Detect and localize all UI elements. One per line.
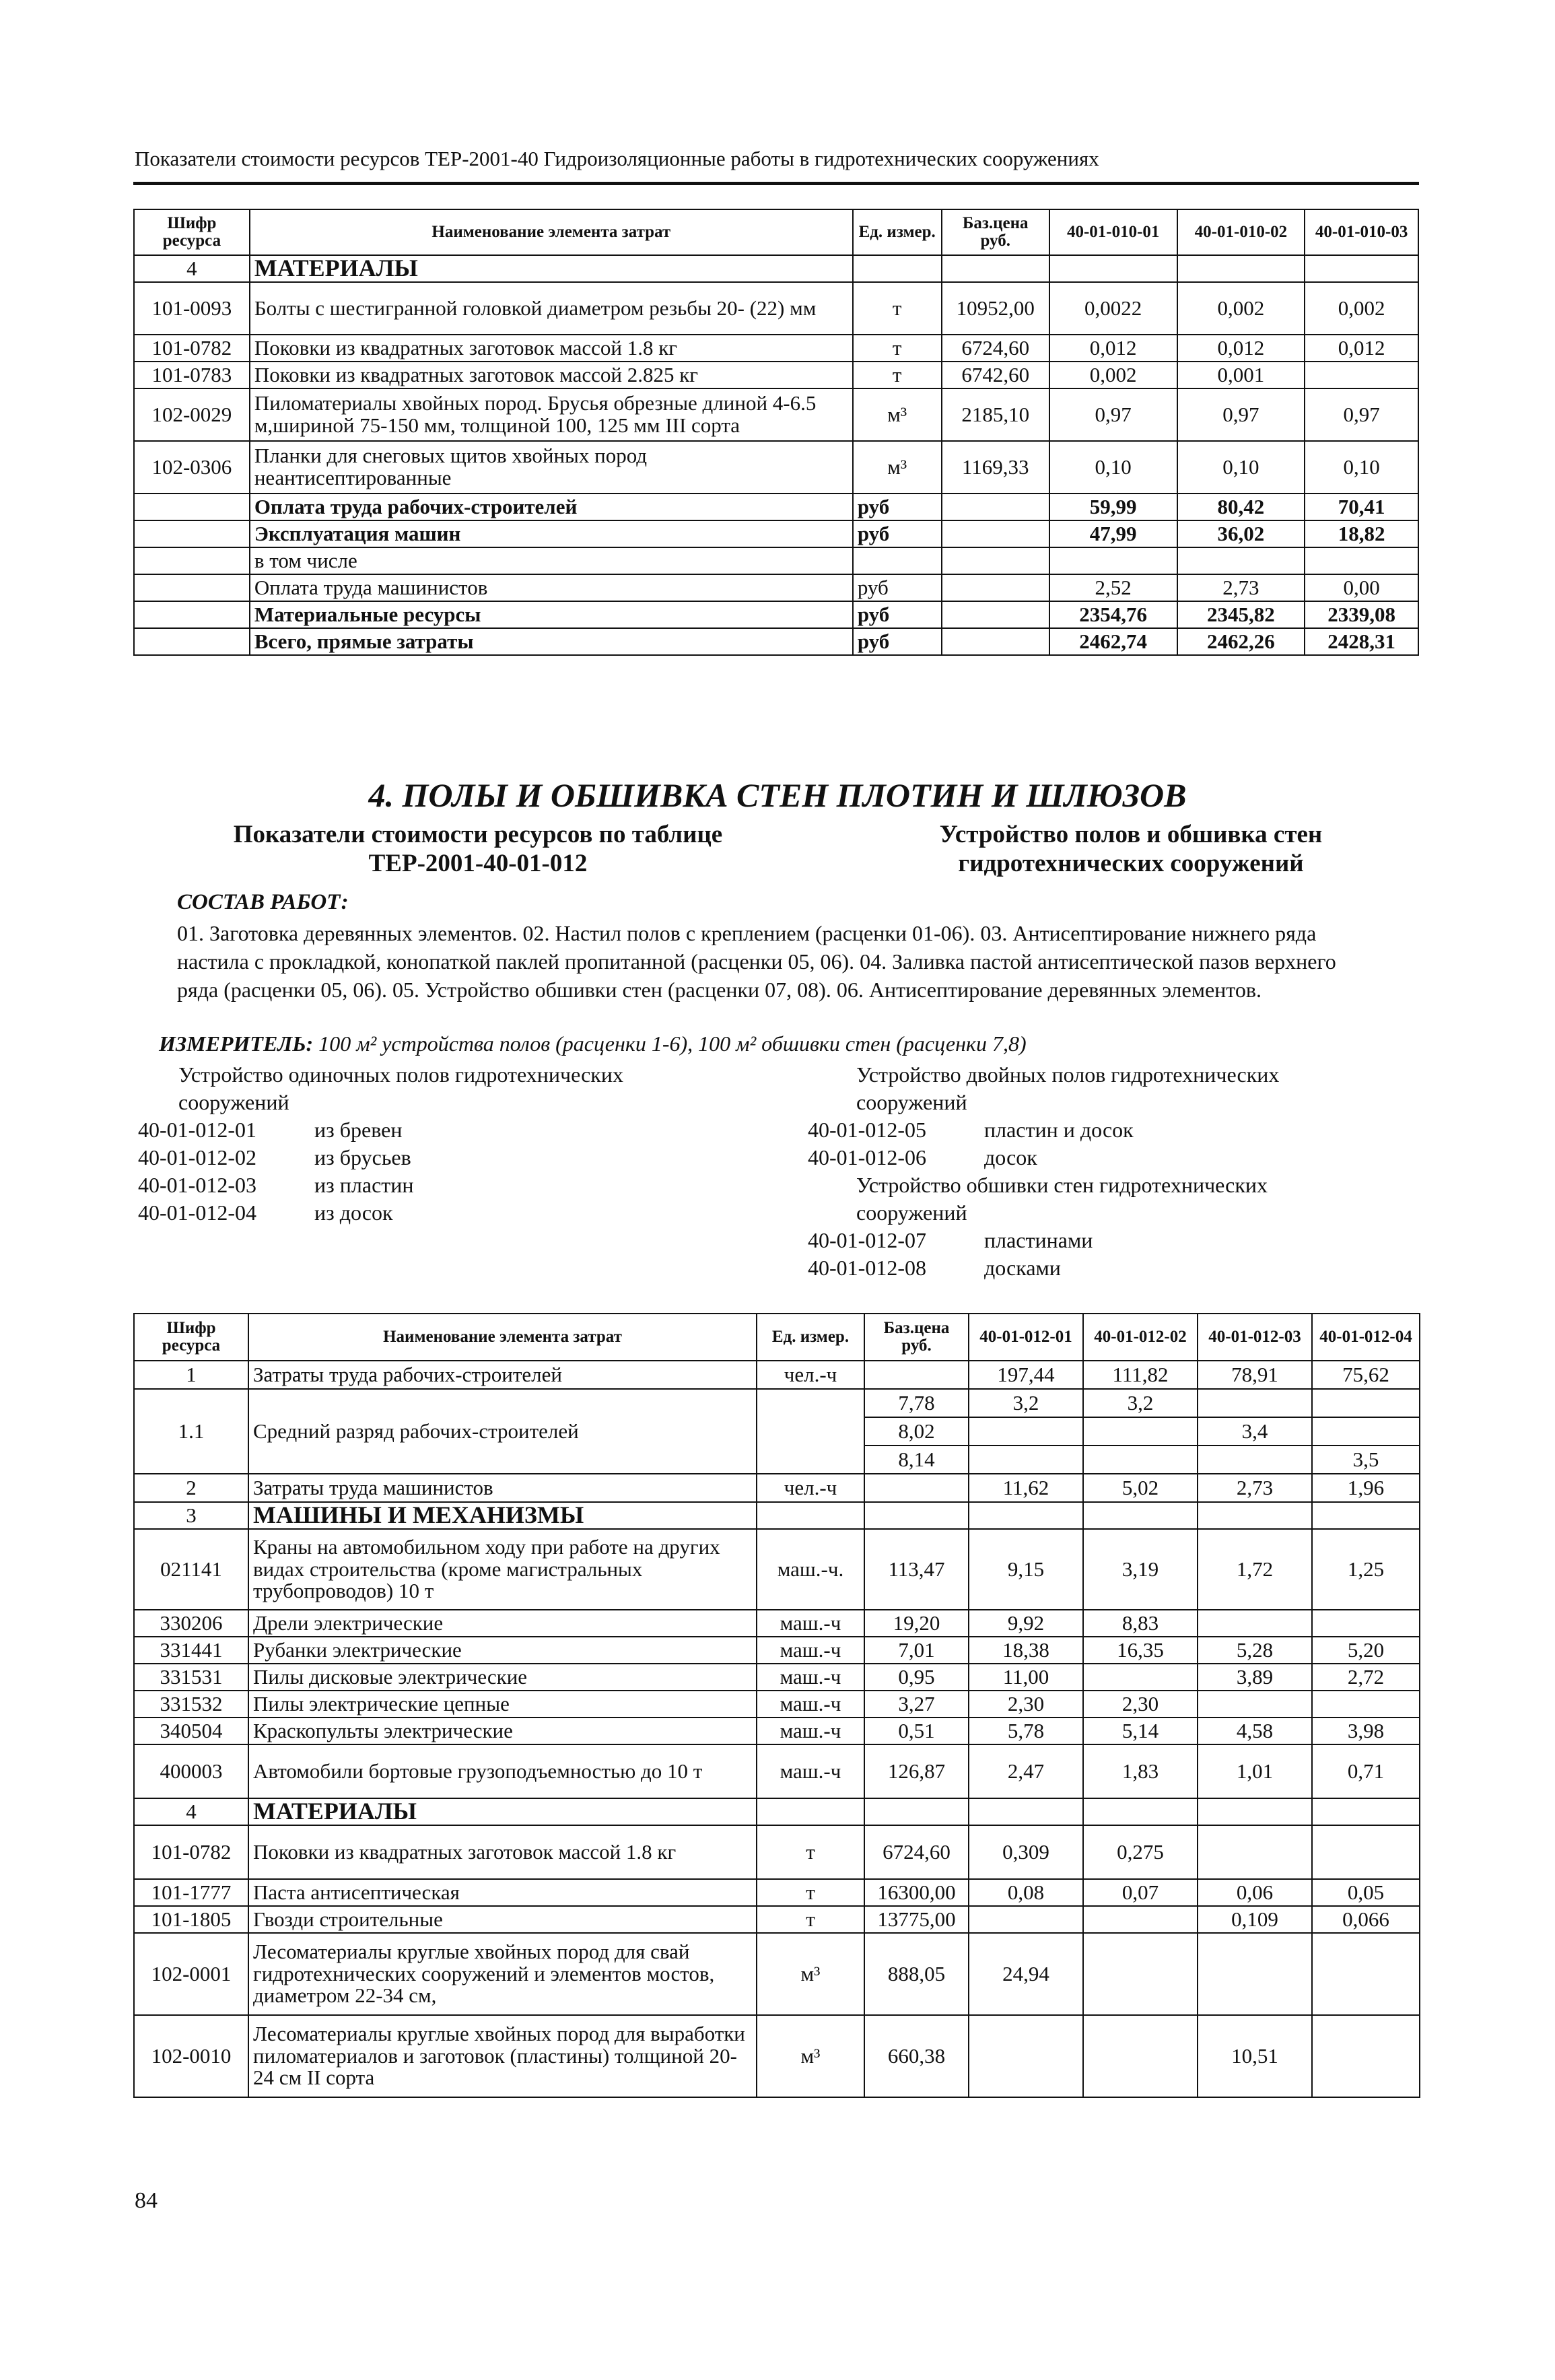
cell: 0,95 [864, 1664, 969, 1691]
cell: 3 [134, 1502, 248, 1529]
composition-label: СОСТАВ РАБОТ: [177, 890, 349, 914]
rate-name: из бревен [314, 1118, 403, 1142]
cell: Затраты труда рабочих-строителей [248, 1361, 757, 1389]
table-row [134, 574, 1418, 601]
cell: 2462,26 [1177, 628, 1305, 655]
cell: 101-1805 [134, 1906, 248, 1933]
rate-name: пластин и досок [984, 1118, 1134, 1142]
cell: Пиломатериалы хвойных пород. Брусья обрезные длиной 4-6.5 м,шириной 75-150 мм, толщиной 100, 125 мм III сорта [250, 388, 853, 441]
cell: 2,73 [1177, 574, 1305, 601]
list-item [808, 1227, 1279, 1254]
cell: 0,51 [864, 1718, 969, 1744]
cell: 0,309 [969, 1825, 1083, 1879]
cell: 111,82 [1083, 1361, 1198, 1389]
header-cell: Шифр ресурса [134, 209, 250, 255]
list-title: Устройство обшивки стен гидротехнических [856, 1173, 1268, 1197]
table-row [134, 1610, 1420, 1637]
table-row [134, 335, 1418, 362]
table-row [134, 1798, 1420, 1825]
cell: 0,08 [969, 1879, 1083, 1906]
cell: Гвозди строительные [248, 1906, 757, 1933]
cell: 4,58 [1198, 1718, 1312, 1744]
cell: руб [853, 494, 942, 520]
table-row [134, 1906, 1420, 1933]
resources-table-2 [133, 1313, 1420, 2098]
rate-code: 40-01-012-08 [808, 1256, 926, 1280]
cell: 8,02 [864, 1417, 969, 1446]
cell: 0,10 [1177, 441, 1305, 494]
cell: Оплата труда рабочих-строителей [250, 494, 853, 520]
cell: 0,97 [1049, 388, 1177, 441]
subtitle-right [828, 820, 1434, 878]
cell: 2 [134, 1474, 248, 1502]
header-cell: 40-01-010-01 [1049, 209, 1177, 255]
rate-name: из пластин [314, 1173, 414, 1197]
page-header: Показатели стоимости ресурсов ТЕР-2001-40 Гидроизоляционные работы в гидротехнических сооружениях [135, 147, 1099, 170]
cell: 2,30 [1083, 1691, 1198, 1718]
cell: 2,72 [1312, 1664, 1420, 1691]
cell: 331441 [134, 1637, 248, 1664]
table-row [134, 547, 1418, 574]
cell: 3,4 [1198, 1417, 1312, 1446]
header-cell: 40-01-012-02 [1083, 1314, 1198, 1361]
cell: Автомобили бортовые грузоподъемностью до 10 т [248, 1744, 757, 1798]
table-row [134, 1474, 1420, 1502]
cell: Поковки из квадратных заготовок массой 2.825 кг [250, 362, 853, 388]
table-row [134, 1691, 1420, 1718]
cell: 78,91 [1198, 1361, 1312, 1389]
cell: 1,96 [1312, 1474, 1420, 1502]
table-row [134, 1502, 1420, 1529]
cell: 11,00 [969, 1664, 1083, 1691]
table-row [134, 1637, 1420, 1664]
cell: м³ [853, 388, 942, 441]
cell: маш.-ч [757, 1744, 864, 1798]
list-item [808, 1144, 1279, 1171]
cell: в том числе [250, 547, 853, 574]
rate-name: досок [984, 1145, 1037, 1169]
list-item [138, 1199, 623, 1227]
resources-table-1 [133, 209, 1419, 656]
table-row [134, 1933, 1420, 2015]
cell: т [757, 1906, 864, 1933]
table-header-row [134, 209, 1418, 255]
list-item [138, 1171, 623, 1199]
subtitle-left [148, 820, 808, 878]
cell: 2345,82 [1177, 601, 1305, 628]
cell: 7,78 [864, 1389, 969, 1417]
cell: Планки для снеговых щитов хвойных пород неантисептированные [250, 441, 853, 494]
table-row [134, 1664, 1420, 1691]
list-item [808, 1116, 1279, 1144]
cell: 0,97 [1305, 388, 1418, 441]
list-title: Устройство одиночных полов гидротехнических [178, 1062, 623, 1087]
cell: Материальные ресурсы [250, 601, 853, 628]
cell: 101-0782 [134, 335, 250, 362]
list-item [138, 1144, 623, 1171]
cell: маш.-ч [757, 1664, 864, 1691]
cell: 0,012 [1177, 335, 1305, 362]
cell: 126,87 [864, 1744, 969, 1798]
cell: 2,47 [969, 1744, 1083, 1798]
cell: Паста антисептическая [248, 1879, 757, 1906]
cell: 8,83 [1083, 1610, 1198, 1637]
table-row [134, 255, 1418, 282]
cell: 6724,60 [942, 335, 1049, 362]
cell: 5,28 [1198, 1637, 1312, 1664]
cell: 5,02 [1083, 1474, 1198, 1502]
cell: 1,01 [1198, 1744, 1312, 1798]
cell: 11,62 [969, 1474, 1083, 1502]
cell: Всего, прямые затраты [250, 628, 853, 655]
list-title: сооружений [178, 1090, 289, 1114]
cell: руб [853, 574, 942, 601]
cell: Лесоматериалы круглые хвойных пород для свай гидротехнических сооружений и элементов мостов, диаметром 22-34 см, [248, 1933, 757, 2015]
cell: 340504 [134, 1718, 248, 1744]
cell: руб [853, 520, 942, 547]
rate-name: из досок [314, 1200, 393, 1225]
cell: 2354,76 [1049, 601, 1177, 628]
cell: 0,10 [1049, 441, 1177, 494]
table-row [134, 2015, 1420, 2097]
header-cell: 40-01-012-03 [1198, 1314, 1312, 1361]
page-number: 84 [135, 2188, 158, 2213]
cell: м³ [757, 1933, 864, 2015]
cell: 5,14 [1083, 1718, 1198, 1744]
cell: 331532 [134, 1691, 248, 1718]
rate-code: 40-01-012-01 [138, 1118, 256, 1142]
rate-code: 40-01-012-02 [138, 1145, 256, 1169]
cell: 4 [134, 255, 250, 282]
cell: Оплата труда машинистов [250, 574, 853, 601]
measurer-label: ИЗМЕРИТЕЛЬ: [159, 1031, 314, 1056]
cell: 6742,60 [942, 362, 1049, 388]
cell: 24,94 [969, 1933, 1083, 2015]
cell: Рубанки электрические [248, 1637, 757, 1664]
header-cell: 40-01-012-01 [969, 1314, 1083, 1361]
cell: 021141 [134, 1529, 248, 1610]
table-row [134, 1744, 1420, 1798]
cell: 1169,33 [942, 441, 1049, 494]
cell: 4 [134, 1798, 248, 1825]
cell: 36,02 [1177, 520, 1305, 547]
cell: 1,83 [1083, 1744, 1198, 1798]
cell: т [853, 282, 942, 335]
table-row [134, 1361, 1420, 1389]
cell: 9,15 [969, 1529, 1083, 1610]
cell: м³ [757, 2015, 864, 2097]
cell: МАТЕРИАЛЫ [248, 1798, 757, 1825]
cell: т [757, 1825, 864, 1879]
cell: 10,51 [1198, 2015, 1312, 2097]
cell: т [853, 335, 942, 362]
cell: 13775,00 [864, 1906, 969, 1933]
cell: 0,00 [1305, 574, 1418, 601]
table-row [134, 1529, 1420, 1610]
table-row [134, 1879, 1420, 1906]
cell: Болты с шестигранной головкой диаметром резьбы 20- (22) мм [250, 282, 853, 335]
rate-name: пластинами [984, 1228, 1093, 1252]
list-title: сооружений [856, 1200, 967, 1225]
cell [1305, 362, 1418, 388]
cell: 0,06 [1198, 1879, 1312, 1906]
cell: 113,47 [864, 1529, 969, 1610]
header-cell: 40-01-010-03 [1305, 209, 1418, 255]
composition-text: 01. Заготовка деревянных элементов. 02. Настил полов с креплением (расценки 01-06). 03. Антисептирование нижнего ряда настила с прокладкой, конопаткой паклей пропитанной (расценки 05, 06). 04. Заливка пастой антисептической пазов верхнего ряда (расценки 05, 06). 05. Устройство обшивки стен (расценки 07, 08). 06. Антисептирование деревянных элементов. [177, 921, 1336, 1002]
cell: Краны на автомобильном ходу при работе на других видах строительства (кроме магистральных трубопроводов) 10 т [248, 1529, 757, 1610]
cell: 0,10 [1305, 441, 1418, 494]
cell: 2,73 [1198, 1474, 1312, 1502]
cell: 6724,60 [864, 1825, 969, 1879]
cell: 3,98 [1312, 1718, 1420, 1744]
cell: 16,35 [1083, 1637, 1198, 1664]
cell: 2339,08 [1305, 601, 1418, 628]
subtitle-left-line-2: ТЕР-2001-40-01-012 [368, 850, 588, 877]
table-row [134, 282, 1418, 335]
rate-code: 40-01-012-06 [808, 1145, 926, 1169]
cell: Пилы дисковые электрические [248, 1664, 757, 1691]
cell: 3,89 [1198, 1664, 1312, 1691]
cell: 102-0029 [134, 388, 250, 441]
cell: руб [853, 601, 942, 628]
rate-code: 40-01-012-07 [808, 1228, 926, 1252]
list-title: сооружений [856, 1090, 967, 1114]
cell: 330206 [134, 1610, 248, 1637]
cell: 2428,31 [1305, 628, 1418, 655]
cell: 101-0782 [134, 1825, 248, 1879]
cell: 70,41 [1305, 494, 1418, 520]
cell: Средний разряд рабочих-строителей [248, 1389, 757, 1474]
cell: т [757, 1879, 864, 1906]
header-cell: 40-01-012-04 [1312, 1314, 1420, 1361]
cell: 3,27 [864, 1691, 969, 1718]
header-cell: 40-01-010-02 [1177, 209, 1305, 255]
cell: 75,62 [1312, 1361, 1420, 1389]
cell: 80,42 [1177, 494, 1305, 520]
cell: 3,19 [1083, 1529, 1198, 1610]
cell: 9,92 [969, 1610, 1083, 1637]
cell: 660,38 [864, 2015, 969, 2097]
cell: 2185,10 [942, 388, 1049, 441]
cell: маш.-ч [757, 1718, 864, 1744]
table-header-row [134, 1314, 1420, 1361]
cell: 3,5 [1312, 1446, 1420, 1474]
cell: 18,38 [969, 1637, 1083, 1664]
cell: Пилы электрические цепные [248, 1691, 757, 1718]
rate-code: 40-01-012-04 [138, 1200, 256, 1225]
list-item [808, 1254, 1279, 1282]
cell: 0,109 [1198, 1906, 1312, 1933]
cell: МАШИНЫ И МЕХАНИЗМЫ [248, 1502, 757, 1529]
header-cell: Баз.цена руб. [942, 209, 1049, 255]
cell: 0,002 [1177, 282, 1305, 335]
table-row [134, 362, 1418, 388]
table-row [134, 601, 1418, 628]
cell: МАТЕРИАЛЫ [250, 255, 853, 282]
cell: 102-0306 [134, 441, 250, 494]
cell: 0,07 [1083, 1879, 1198, 1906]
cell: 47,99 [1049, 520, 1177, 547]
cell: 400003 [134, 1744, 248, 1798]
rate-code: 40-01-012-03 [138, 1173, 256, 1197]
cell: 5,20 [1312, 1637, 1420, 1664]
cell: 5,78 [969, 1718, 1083, 1744]
cell: 0,002 [1049, 362, 1177, 388]
cell: 101-1777 [134, 1879, 248, 1906]
cell: маш.-ч [757, 1610, 864, 1637]
cell: Поковки из квадратных заготовок массой 1.8 кг [248, 1825, 757, 1879]
cell: 331531 [134, 1664, 248, 1691]
cell: 2,30 [969, 1691, 1083, 1718]
rate-name: из брусьев [314, 1145, 411, 1169]
table-row [134, 441, 1418, 494]
cell: 1 [134, 1361, 248, 1389]
cell: 0,066 [1312, 1906, 1420, 1933]
cell: 888,05 [864, 1933, 969, 2015]
cell: 16300,00 [864, 1879, 969, 1906]
header-cell: Наименование элемента затрат [250, 209, 853, 255]
table-row [134, 520, 1418, 547]
cell: Эксплуатация машин [250, 520, 853, 547]
list-title: Устройство двойных полов гидротехнических [856, 1062, 1280, 1087]
cell: 0,05 [1312, 1879, 1420, 1906]
cell: 1,72 [1198, 1529, 1312, 1610]
cell: руб [853, 628, 942, 655]
cell: 0,275 [1083, 1825, 1198, 1879]
cell: 59,99 [1049, 494, 1177, 520]
cell: 1.1 [134, 1389, 248, 1474]
cell: чел.-ч [757, 1361, 864, 1389]
subtitle-right-line-1: Устройство полов и обшивка стен [939, 821, 1323, 848]
header-cell: Баз.цена руб. [864, 1314, 969, 1361]
cell: 3,2 [969, 1389, 1083, 1417]
header-rule [133, 182, 1419, 185]
cell: 7,01 [864, 1637, 969, 1664]
cell: т [853, 362, 942, 388]
cell: 0,002 [1305, 282, 1418, 335]
cell: Поковки из квадратных заготовок массой 1.8 кг [250, 335, 853, 362]
cell: 2462,74 [1049, 628, 1177, 655]
section-title: 4. ПОЛЫ И ОБШИВКА СТЕН ПЛОТИН И ШЛЮЗОВ [368, 776, 1187, 814]
cell: 19,20 [864, 1610, 969, 1637]
cell: 102-0001 [134, 1933, 248, 2015]
cell: 0,71 [1312, 1744, 1420, 1798]
cell: 2,52 [1049, 574, 1177, 601]
cell: маш.-ч [757, 1637, 864, 1664]
header-cell: Наименование элемента затрат [248, 1314, 757, 1361]
cell: маш.-ч. [757, 1529, 864, 1610]
table-row [134, 1718, 1420, 1744]
cell: м³ [853, 441, 942, 494]
cell: 10952,00 [942, 282, 1049, 335]
cell: маш.-ч [757, 1691, 864, 1718]
cell: 18,82 [1305, 520, 1418, 547]
header-cell: Ед. измер. [757, 1314, 864, 1361]
cell: 102-0010 [134, 2015, 248, 2097]
cell: 197,44 [969, 1361, 1083, 1389]
cell: 0,97 [1177, 388, 1305, 441]
cell: 1,25 [1312, 1529, 1420, 1610]
table-row [134, 388, 1418, 441]
cell: Затраты труда машинистов [248, 1474, 757, 1502]
cell: 0,012 [1305, 335, 1418, 362]
right-rates-list [808, 1061, 1279, 1282]
cell: 101-0783 [134, 362, 250, 388]
subtitle-left-line-1: Показатели стоимости ресурсов по таблице [233, 821, 723, 848]
rate-code: 40-01-012-05 [808, 1118, 926, 1142]
cell: 0,012 [1049, 335, 1177, 362]
cell: 3,2 [1083, 1389, 1198, 1417]
left-rates-list [138, 1061, 623, 1227]
cell: 101-0093 [134, 282, 250, 335]
list-item [138, 1116, 623, 1144]
measurer-text: 100 м² устройства полов (расценки 1-6), 100 м² обшивки стен (расценки 7,8) [318, 1031, 1027, 1056]
cell: Дрели электрические [248, 1610, 757, 1637]
table-row [134, 1389, 1420, 1417]
cell: 0,0022 [1049, 282, 1177, 335]
cell: Краскопульты электрические [248, 1718, 757, 1744]
measurer-line [159, 1031, 1027, 1056]
rate-name: досками [984, 1256, 1061, 1280]
cell: 8,14 [864, 1446, 969, 1474]
header-cell: Шифр ресурса [134, 1314, 248, 1361]
cell: Лесоматериалы круглые хвойных пород для выработки пиломатериалов и заготовок (пластины) толщиной 20-24 см II сорта [248, 2015, 757, 2097]
header-cell: Ед. измер. [853, 209, 942, 255]
table-row [134, 1825, 1420, 1879]
cell: чел.-ч [757, 1474, 864, 1502]
table-row [134, 494, 1418, 520]
table-row [134, 628, 1418, 655]
cell: 0,001 [1177, 362, 1305, 388]
subtitle-right-line-2: гидротехнических сооружений [958, 850, 1304, 877]
